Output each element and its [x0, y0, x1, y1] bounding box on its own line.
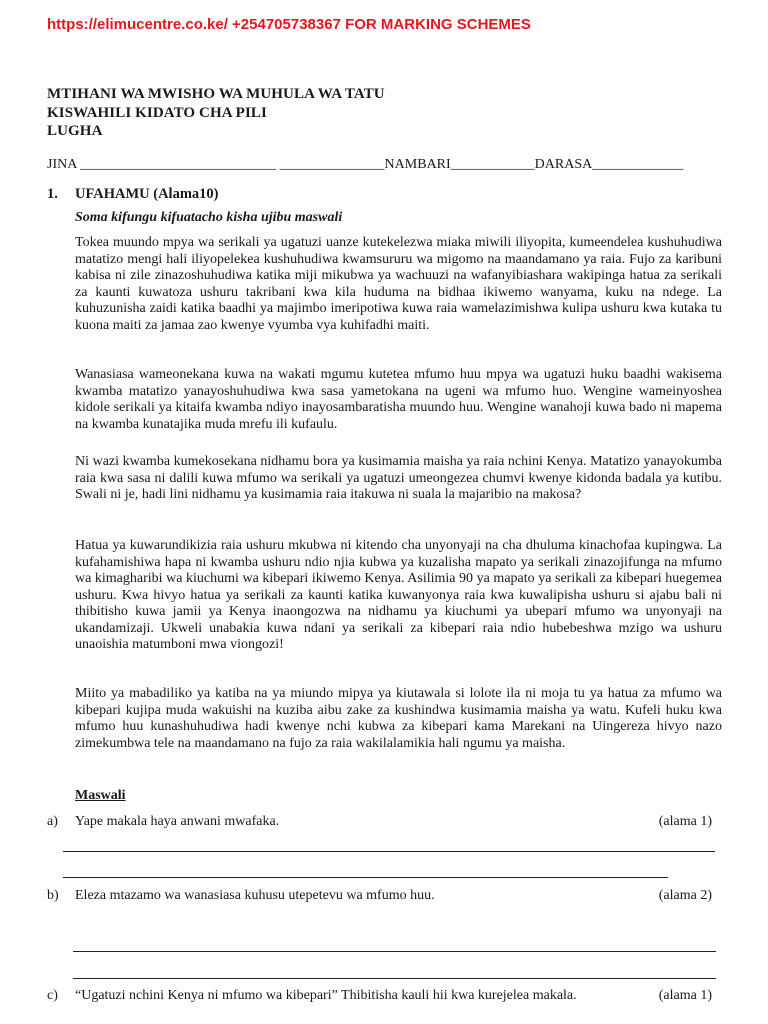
instruction: Soma kifungu kifuatacho kisha ujibu maswali: [75, 210, 343, 225]
section-heading: [47, 186, 219, 203]
answer-line[interactable]: [63, 851, 715, 852]
section-number: 1.: [47, 186, 58, 202]
passage-paragraph-3: Ni wazi kwamba kumekosekana nidhamu bora ya kusimamia maisha ya raia nchini Kenya. Matatizo yanayokumba raia kwa sasa ni dalili kuwa mfumo wa serikali ya ugatuzi umeongezea chumvi kwenye kidonda badala ya kutibu. Swali ni je, hadi lini nidhamu ya kusimamia raia itakuwa ni suala la majaribio na makosa?: [75, 454, 722, 502]
question-text: Yape makala haya anwani mwafaka.: [75, 814, 280, 829]
passage-paragraph-2: Wanasiasa wameonekana kuwa na wakati mgumu kutetea mfumo huu mpya wa ugatuzi huku baadhi wakisema kwamba matatizo yanayoshuhudiwa kwa sasa yametokana na ugeni wa mfumo huo. Wengine wameinyoshea kidole serikali ya kitaifa kwamba ndiyo inayosambaratisha muundo huu. Wengine wanahoji kuwa bado ni mapema na kwamba kunatajika muda mrefu ili kufaulu.: [75, 367, 722, 432]
section-title: UFAHAMU (Alama10): [75, 186, 219, 202]
exam-title: MTIHANI WA MWISHO WA MUHULA WA TATU: [47, 86, 385, 102]
question-c: [47, 988, 712, 1004]
question-marks: (alama 1): [658, 988, 712, 1003]
student-details-line: JINA ____________________________ _______________NAMBARI____________DARASA_____________: [47, 157, 684, 172]
question-a: [47, 814, 712, 830]
answer-line[interactable]: [63, 877, 668, 878]
question-marks: (alama 1): [658, 814, 712, 829]
passage-paragraph-5: Miito ya mabadiliko ya katiba na ya miundo mipya ya kiutawala si lolote ila ni moja tu ya hatua za mfumo wa kibepari kujipa muda wakuishi na kuziba aibu zake za kushindwa kusimamia maisha ya watu. Kufeli huku kwa mfumo huu kunashuhudiwa hadi kwenye nchi kubwa za kibepari kama Marekani na Uingereza hivyo nazo zimekumbwa tele na maandamano na fujo za raia wakilalamikia hali ngumu ya maisha.: [75, 686, 722, 751]
answer-line[interactable]: [73, 951, 716, 952]
answer-line[interactable]: [73, 978, 716, 979]
question-text: “Ugatuzi nchini Kenya ni mfumo wa kibepari” Thibitisha kauli hii kwa kurejelea makala.: [75, 988, 577, 1003]
questions-heading: Maswali: [75, 788, 126, 803]
question-text: Eleza mtazamo wa wanasiasa kuhusu utepetevu wa mfumo huu.: [75, 888, 435, 903]
passage-paragraph-4: Hatua ya kuwarundikizia raia ushuru mkubwa ni kitendo cha unyonyaji na cha dhuluma kinachofaa kupingwa. La kufahamishiwa hapa ni kwamba ushuru ndio njia kubwa ya kuzalisha mapato ya serikali zinazojifunga na mfumo wa kimagharibi wa kiuchumi wa kibepari ikiwemo Kenya. Asilimia 90 ya mapato ya serikali za kibepari huegemea ushuru. Kwa hivyo hatua ya serikali za kaunti katika kuwanyonya raia kwa kuwalipisha ushuru si ajabu bali ni thibitisho kuwa jamii ya Kenya inaongozwa na nidhamu ya kiuchumi ya ubepari mfumo wa unyonyaji na ukandamizaji. Ukweli unabakia kuwa ndani ya serikali za kibepari raia ndio hubebeshwa mzigo wa ushuru unaoishia matumboni mwa viongozi!: [75, 538, 722, 652]
subject-title: KISWAHILI KIDATO CHA PILI: [47, 105, 267, 121]
question-letter: c): [47, 988, 58, 1003]
question-letter: b): [47, 888, 59, 903]
paper-title: LUGHA: [47, 123, 103, 139]
passage-paragraph-1: Tokea muundo mpya wa serikali ya ugatuzi uanze kutekelezwa miaka miwili iliyopita, kumeendelea kushuhudiwa matatizo mengi hali iliyopelekea kushuhudiwa kwamsururu wa migomo na maandamano ya raia. Fujo za karibuni kabisa ni zile zinazoshuhudiwa katika miji mikubwa ya wachuuzi na wafanyibiashara wakipinga hatua za serikali za kaunti kuwatoza ushuru takribani kwa kila huduma na bidhaa ikiwemo wanyama, kuku na ndege. La kuhuzunisha zaidi katika baadhi ya majimbo imeripotiwa kuwa raia wamelazimishwa kulipa ushuru kwa kutaka tu kuona maiti za jamaa zao kwenye vyumba vya kuhifadhi maiti.: [75, 235, 722, 333]
question-b: [47, 888, 712, 904]
header-link[interactable]: https://elimucentre.co.ke/ +254705738367 FOR MARKING SCHEMES: [47, 16, 531, 33]
question-marks: (alama 2): [658, 888, 712, 903]
question-letter: a): [47, 814, 58, 829]
